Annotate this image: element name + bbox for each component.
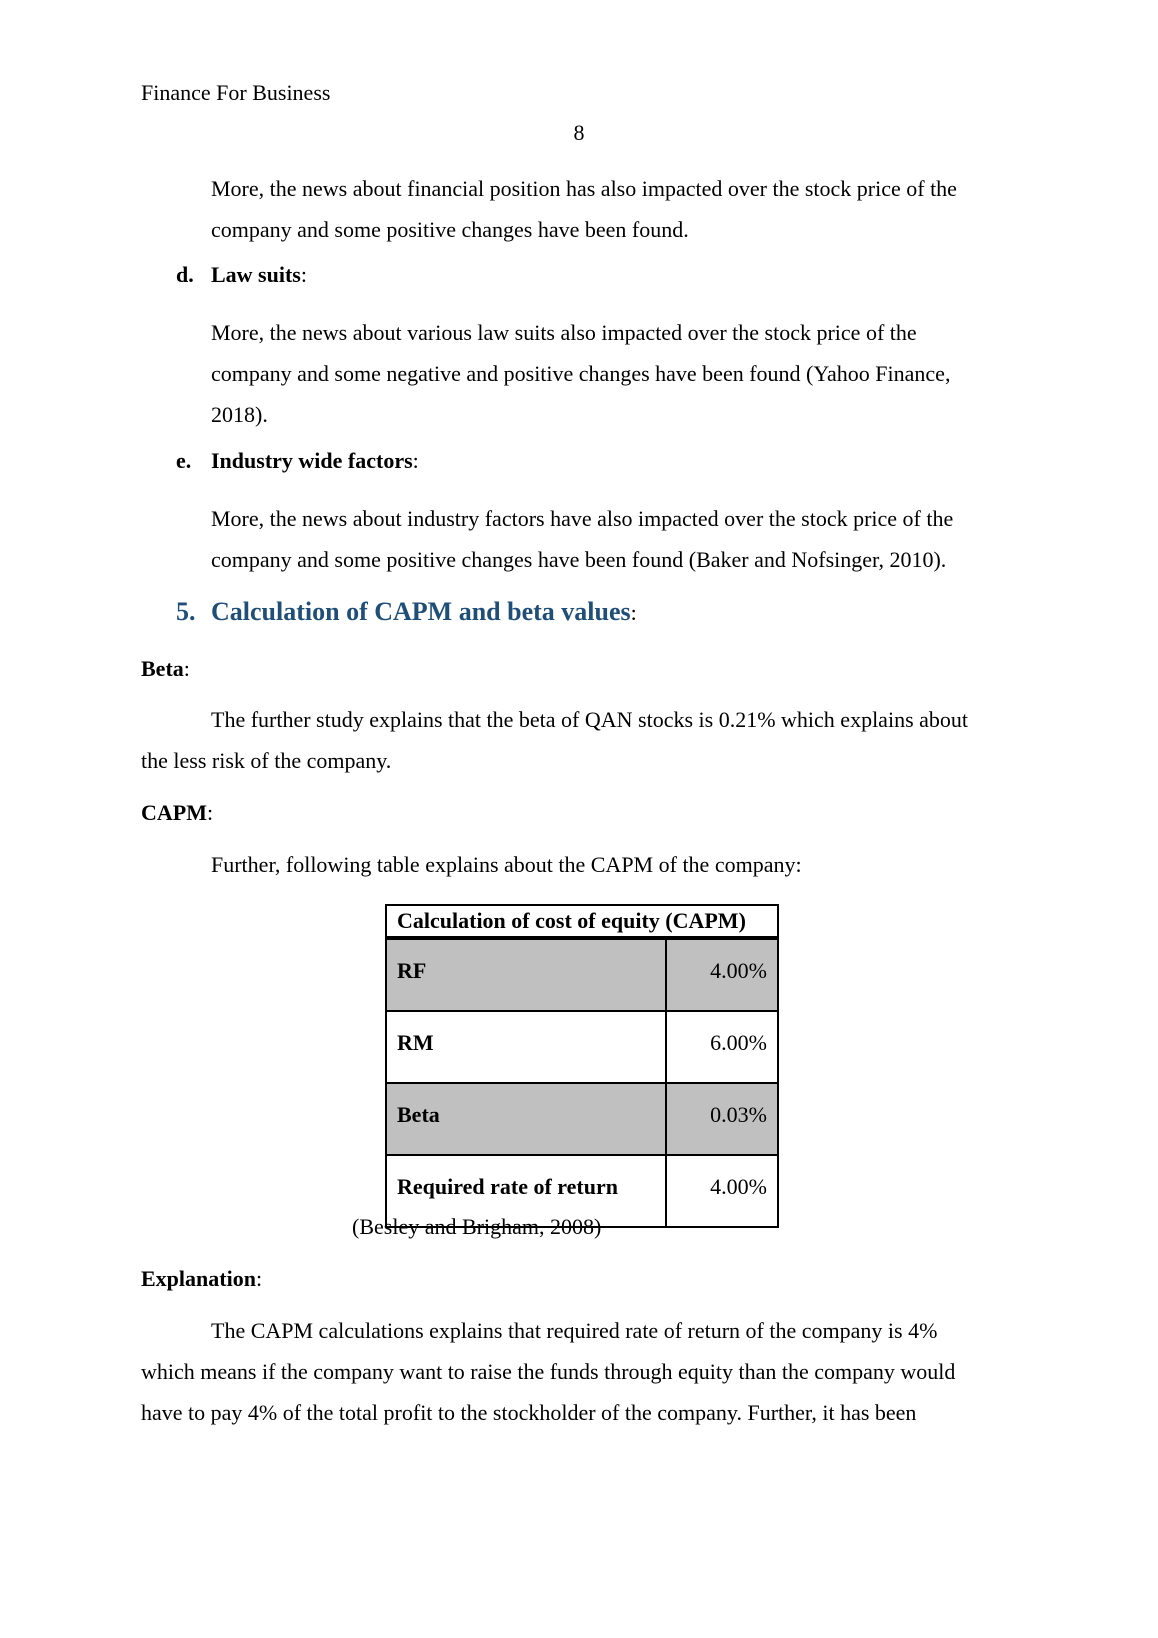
section-number: 5. xyxy=(176,597,196,626)
financial-paragraph xyxy=(211,168,957,250)
capm-table xyxy=(385,904,779,1228)
beta-line-1: The further study explains that the beta of QAN stocks is 0.21% which explains about xyxy=(211,707,969,732)
table-cell-value: 0.03% xyxy=(666,1083,778,1155)
paragraph-line: company and some negative and positive changes have been found (Yahoo Finance, xyxy=(211,361,951,386)
paragraph-line: 2018). xyxy=(211,402,268,427)
beta-heading: Beta: xyxy=(141,656,190,681)
list-item-title: Industry wide factors: xyxy=(211,448,419,473)
table-title: Calculation of cost of equity (CAPM) xyxy=(386,905,778,938)
list-item-title: Law suits: xyxy=(211,262,307,287)
table-row xyxy=(386,938,778,1011)
explanation-heading: Explanation: xyxy=(141,1266,263,1291)
industry-factors-paragraph xyxy=(211,498,953,580)
paragraph-line: company and some positive changes have been found (Baker and Nofsinger, 2010). xyxy=(211,547,947,572)
table-cell-label: Required rate of return xyxy=(386,1155,666,1227)
page-number: 8 xyxy=(573,120,585,145)
table-cell-value: 4.00% xyxy=(666,938,778,1011)
law-suits-paragraph xyxy=(211,312,950,435)
table-source: (Besley and Brigham, 2008) xyxy=(352,1214,602,1239)
document-header: Finance For Business xyxy=(141,80,331,105)
paragraph-line: company and some positive changes have been found. xyxy=(211,217,689,242)
section-heading: Calculation of CAPM and beta values: xyxy=(211,597,637,626)
table-cell-label: RM xyxy=(386,1011,666,1083)
table-cell-label: RF xyxy=(386,938,666,1011)
beta-line-2: the less risk of the company. xyxy=(141,748,392,773)
paragraph-line: More, the news about industry factors have also impacted over the stock price of the xyxy=(211,506,954,531)
table-row xyxy=(386,1011,778,1083)
list-item-label: d. xyxy=(176,262,194,287)
table-row xyxy=(386,1083,778,1155)
capm-intro: Further, following table explains about the CAPM of the company: xyxy=(211,852,802,877)
table-cell-value: 6.00% xyxy=(666,1011,778,1083)
paragraph-line: More, the news about financial position has also impacted over the stock price of the xyxy=(211,176,957,201)
table-cell-value: 4.00% xyxy=(666,1155,778,1227)
table-cell-label: Beta xyxy=(386,1083,666,1155)
explanation-line-3: have to pay 4% of the total profit to the stockholder of the company. Further, it has been xyxy=(141,1400,917,1425)
paragraph-line: More, the news about various law suits also impacted over the stock price of the xyxy=(211,320,917,345)
explanation-line-2: which means if the company want to raise the funds through equity than the company would xyxy=(141,1359,956,1384)
list-item-label: e. xyxy=(176,448,192,473)
capm-heading: CAPM: xyxy=(141,800,214,825)
explanation-line-1: The CAPM calculations explains that required rate of return of the company is 4% xyxy=(211,1318,938,1343)
